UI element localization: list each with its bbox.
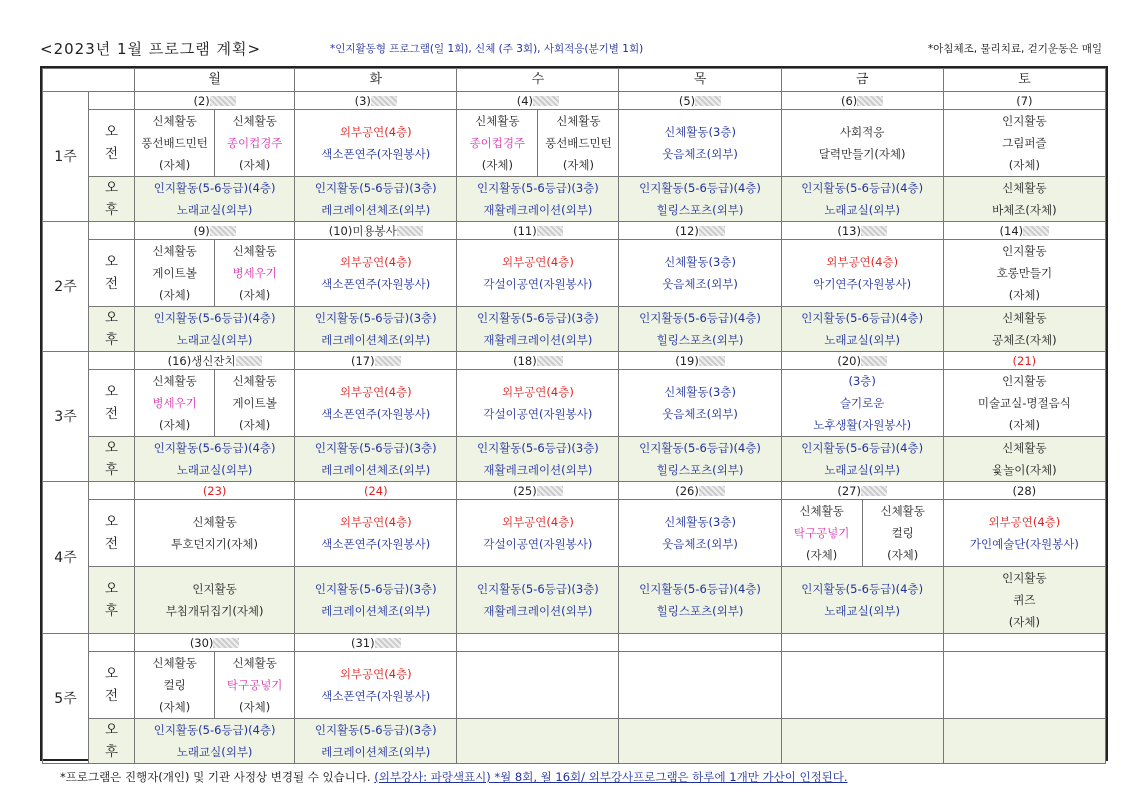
day-header-fri: 금 bbox=[781, 69, 943, 92]
pm-row-week5 bbox=[43, 719, 1106, 764]
date-cell: (30) bbox=[135, 634, 295, 652]
program-cell: 인지활동(5-6등급)(4층) 힐링스포츠(외부) bbox=[619, 437, 781, 482]
redacted-mark bbox=[857, 96, 883, 106]
date-cell: (24) bbox=[295, 482, 457, 500]
program-cell: 인지활동(5-6등급)(4층) 노래교실(외부) bbox=[781, 307, 943, 352]
date-cell: (7) bbox=[943, 92, 1105, 110]
day-header-thu: 목 bbox=[619, 69, 781, 92]
pm-label: 오 후 bbox=[89, 437, 135, 482]
footer-note bbox=[60, 769, 848, 785]
empty-cell bbox=[457, 634, 619, 652]
schedule-table bbox=[40, 66, 1108, 761]
redacted-mark bbox=[213, 638, 239, 648]
program-cell: 인지활동(5-6등급)(3층) 재활레크레이션(외부) bbox=[457, 177, 619, 222]
redacted-mark bbox=[1023, 226, 1049, 236]
blank-cell bbox=[89, 482, 135, 500]
empty-cell bbox=[781, 652, 943, 719]
program-cell: 신체활동(3층) 웃음체조(외부) bbox=[619, 240, 781, 307]
date-cell: (4) bbox=[457, 92, 619, 110]
program-cell: 외부공연(4층) 색소폰연주(자원봉사) bbox=[295, 500, 457, 567]
program-cell: 신체활동 병세우기 (자체) bbox=[135, 370, 215, 437]
program-cell: 신체활동 윷놀이(자체) bbox=[943, 437, 1105, 482]
program-frequency-note: *인지활동형 프로그램(일 1회), 신체 (주 3회), 사회적응(분기별 1회) bbox=[330, 43, 644, 55]
pm-row-week1 bbox=[43, 177, 1106, 222]
am-label: 오 전 bbox=[89, 240, 135, 307]
redacted-mark bbox=[699, 486, 725, 496]
blank-cell bbox=[89, 352, 135, 370]
program-cell: 인지활동(5-6등급)(3층) 레크레이션체조(외부) bbox=[295, 177, 457, 222]
page-title: <2023년 1월 프로그램 계획> bbox=[40, 40, 262, 58]
redacted-mark bbox=[537, 356, 563, 366]
am-row-week3 bbox=[43, 370, 1106, 437]
week-label: 5주 bbox=[43, 634, 89, 764]
program-cell: 인지활동(5-6등급)(3층) 재활레크레이션(외부) bbox=[457, 437, 619, 482]
program-cell: 인지활동(5-6등급)(4층) 노래교실(외부) bbox=[135, 177, 295, 222]
pm-label: 오 후 bbox=[89, 307, 135, 352]
am-label: 오 전 bbox=[89, 500, 135, 567]
date-row-week3 bbox=[43, 352, 1106, 370]
empty-cell bbox=[457, 652, 619, 719]
empty-cell bbox=[943, 719, 1105, 764]
program-cell: 신체활동 게이트볼 (자체) bbox=[135, 240, 215, 307]
program-cell: 신체활동 컬링 (자체) bbox=[862, 500, 943, 567]
date-cell: (21) bbox=[943, 352, 1105, 370]
redacted-mark bbox=[375, 638, 401, 648]
date-cell: (14) bbox=[943, 222, 1105, 240]
program-cell: 사회적응 달력만들기(자체) bbox=[781, 110, 943, 177]
day-header-sat: 토 bbox=[943, 69, 1105, 92]
program-cell: 신체활동 병세우기 (자체) bbox=[215, 240, 295, 307]
day-header-tue: 화 bbox=[295, 69, 457, 92]
date-row-week2 bbox=[43, 222, 1106, 240]
date-cell: (5) bbox=[619, 92, 781, 110]
footer-change-notice: *프로그램은 진행자(개인) 및 기관 사정상 변경될 수 있습니다. bbox=[60, 770, 375, 784]
program-cell: 인지활동 호롱만들기 (자체) bbox=[943, 240, 1105, 307]
page-header bbox=[40, 38, 1110, 58]
program-cell: 신체활동 풍선배드민턴 (자체) bbox=[538, 110, 619, 177]
am-label: 오 전 bbox=[89, 110, 135, 177]
date-cell: (2) bbox=[135, 92, 295, 110]
pm-row-week4 bbox=[43, 567, 1106, 634]
program-cell: 인지활동(5-6등급)(3층) 레크레이션체조(외부) bbox=[295, 437, 457, 482]
program-cell: 신체활동 종이컵경주 (자체) bbox=[457, 110, 538, 177]
program-cell: 인지활동 그림퍼즐 (자체) bbox=[943, 110, 1105, 177]
redacted-mark bbox=[210, 226, 236, 236]
footer-external-note: (외부강사: 파랑색표시) *월 8회, 월 16회/ 외부강사프로그램은 하루에 1개만 가산이 인정된다. bbox=[374, 770, 848, 784]
blank-cell bbox=[89, 222, 135, 240]
week-label: 4주 bbox=[43, 482, 89, 634]
empty-cell bbox=[943, 652, 1105, 719]
week-label: 3주 bbox=[43, 352, 89, 482]
date-cell: (18) bbox=[457, 352, 619, 370]
program-cell: 신체활동 탁구공넣기 (자체) bbox=[781, 500, 862, 567]
program-cell: 외부공연(4층) 가인예술단(자원봉사) bbox=[943, 500, 1105, 567]
program-cell: 인지활동 퀴즈 (자체) bbox=[943, 567, 1105, 634]
date-cell: (28) bbox=[943, 482, 1105, 500]
program-cell: 인지활동(5-6등급)(4층) 노래교실(외부) bbox=[135, 307, 295, 352]
program-cell: 신체활동 투호던지기(자체) bbox=[135, 500, 295, 567]
empty-cell bbox=[619, 652, 781, 719]
pm-label: 오 후 bbox=[89, 567, 135, 634]
blank-cell bbox=[89, 92, 135, 110]
program-cell: 외부공연(4층) 각설이공연(자원봉사) bbox=[457, 370, 619, 437]
date-cell: (20) bbox=[781, 352, 943, 370]
program-cell: 인지활동(5-6등급)(4층) 노래교실(외부) bbox=[135, 719, 295, 764]
date-cell: (26) bbox=[619, 482, 781, 500]
date-cell: (12) bbox=[619, 222, 781, 240]
redacted-mark bbox=[371, 96, 397, 106]
program-cell: 인지활동(5-6등급)(4층) 힐링스포츠(외부) bbox=[619, 567, 781, 634]
program-cell: 신체활동(3층) 웃음체조(외부) bbox=[619, 370, 781, 437]
program-cell: 신체활동 바체조(자체) bbox=[943, 177, 1105, 222]
program-cell: 신체활동 종이컵경주 (자체) bbox=[215, 110, 295, 177]
program-cell: (3층) 슬기로운 노후생활(자원봉사) bbox=[781, 370, 943, 437]
empty-cell bbox=[619, 634, 781, 652]
redacted-mark bbox=[699, 356, 725, 366]
program-cell: 외부공연(4층) 각설이공연(자원봉사) bbox=[457, 500, 619, 567]
program-cell: 인지활동(5-6등급)(3층) 레크레이션체조(외부) bbox=[295, 567, 457, 634]
redacted-mark bbox=[375, 356, 401, 366]
date-cell: (31) bbox=[295, 634, 457, 652]
am-row-week4 bbox=[43, 500, 1106, 567]
program-cell: 인지활동(5-6등급)(4층) 노래교실(외부) bbox=[781, 437, 943, 482]
daily-activities-note: *아침체조, 물리치료, 걷기운동은 매일 bbox=[927, 43, 1102, 55]
week-label: 2주 bbox=[43, 222, 89, 352]
program-cell: 인지활동(5-6등급)(3층) 재활레크레이션(외부) bbox=[457, 307, 619, 352]
redacted-mark bbox=[861, 356, 887, 366]
empty-cell bbox=[619, 719, 781, 764]
weekday-header-row bbox=[43, 69, 1106, 92]
date-cell: (13) bbox=[781, 222, 943, 240]
redacted-mark bbox=[861, 486, 887, 496]
blank-cell bbox=[89, 634, 135, 652]
pm-row-week3 bbox=[43, 437, 1106, 482]
program-cell: 인지활동(5-6등급)(4층) 힐링스포츠(외부) bbox=[619, 177, 781, 222]
date-cell: (10)미용봉사 bbox=[295, 222, 457, 240]
empty-cell bbox=[943, 634, 1105, 652]
program-cell: 인지활동(5-6등급)(3층) 재활레크레이션(외부) bbox=[457, 567, 619, 634]
program-cell: 인지활동(5-6등급)(3층) 레크레이션체조(외부) bbox=[295, 307, 457, 352]
program-cell: 외부공연(4층) 각설이공연(자원봉사) bbox=[457, 240, 619, 307]
date-cell: (17) bbox=[295, 352, 457, 370]
corner-cell bbox=[43, 69, 135, 92]
am-label: 오 전 bbox=[89, 370, 135, 437]
redacted-mark bbox=[861, 226, 887, 236]
date-cell: (19) bbox=[619, 352, 781, 370]
date-cell: (16)생신잔치 bbox=[135, 352, 295, 370]
program-cell: 신체활동(3층) 웃음체조(외부) bbox=[619, 110, 781, 177]
program-cell: 인지활동(5-6등급)(4층) 노래교실(외부) bbox=[781, 567, 943, 634]
week-label: 1주 bbox=[43, 92, 89, 222]
program-cell: 신체활동(3층) 웃음체조(외부) bbox=[619, 500, 781, 567]
program-cell: 외부공연(4층) 악기연주(자원봉사) bbox=[781, 240, 943, 307]
date-row-week5 bbox=[43, 634, 1106, 652]
redacted-mark bbox=[695, 96, 721, 106]
pm-label: 오 후 bbox=[89, 177, 135, 222]
redacted-mark bbox=[537, 226, 563, 236]
program-cell: 인지활동(5-6등급)(4층) 노래교실(외부) bbox=[781, 177, 943, 222]
program-cell: 신체활동 풍선배드민턴 (자체) bbox=[135, 110, 215, 177]
pm-row-week2 bbox=[43, 307, 1106, 352]
program-cell: 신체활동 게이트볼 (자체) bbox=[215, 370, 295, 437]
program-cell: 인지활동 부침개뒤집기(자체) bbox=[135, 567, 295, 634]
date-cell: (27) bbox=[781, 482, 943, 500]
pm-label: 오 후 bbox=[89, 719, 135, 764]
date-row-week4 bbox=[43, 482, 1106, 500]
redacted-mark bbox=[537, 486, 563, 496]
date-cell: (11) bbox=[457, 222, 619, 240]
date-row-week1 bbox=[43, 92, 1106, 110]
program-cell: 신체활동 탁구공넣기 (자체) bbox=[215, 652, 295, 719]
am-row-week1 bbox=[43, 110, 1106, 177]
date-cell: (6) bbox=[781, 92, 943, 110]
date-cell: (25) bbox=[457, 482, 619, 500]
date-cell: (23) bbox=[135, 482, 295, 500]
program-cell: 외부공연(4층) 색소폰연주(자원봉사) bbox=[295, 240, 457, 307]
empty-cell bbox=[457, 719, 619, 764]
day-header-wed: 수 bbox=[457, 69, 619, 92]
empty-cell bbox=[781, 719, 943, 764]
program-cell: 인지활동 미술교실-명절음식 (자체) bbox=[943, 370, 1105, 437]
redacted-mark bbox=[533, 96, 559, 106]
empty-cell bbox=[781, 634, 943, 652]
redacted-mark bbox=[210, 96, 236, 106]
program-cell: 인지활동(5-6등급)(3층) 레크레이션체조(외부) bbox=[295, 719, 457, 764]
program-cell: 외부공연(4층) 색소폰연주(자원봉사) bbox=[295, 110, 457, 177]
am-row-week2 bbox=[43, 240, 1106, 307]
program-cell: 신체활동 공체조(자체) bbox=[943, 307, 1105, 352]
program-cell: 인지활동(5-6등급)(4층) 노래교실(외부) bbox=[135, 437, 295, 482]
redacted-mark bbox=[236, 356, 262, 366]
date-cell: (9) bbox=[135, 222, 295, 240]
program-cell: 외부공연(4층) 색소폰연주(자원봉사) bbox=[295, 652, 457, 719]
am-row-week5 bbox=[43, 652, 1106, 719]
am-label: 오 전 bbox=[89, 652, 135, 719]
program-cell: 인지활동(5-6등급)(4층) 힐링스포츠(외부) bbox=[619, 307, 781, 352]
day-header-mon: 월 bbox=[135, 69, 295, 92]
program-cell: 신체활동 컬링 (자체) bbox=[135, 652, 215, 719]
program-cell: 외부공연(4층) 색소폰연주(자원봉사) bbox=[295, 370, 457, 437]
redacted-mark bbox=[397, 226, 423, 236]
redacted-mark bbox=[699, 226, 725, 236]
date-cell: (3) bbox=[295, 92, 457, 110]
